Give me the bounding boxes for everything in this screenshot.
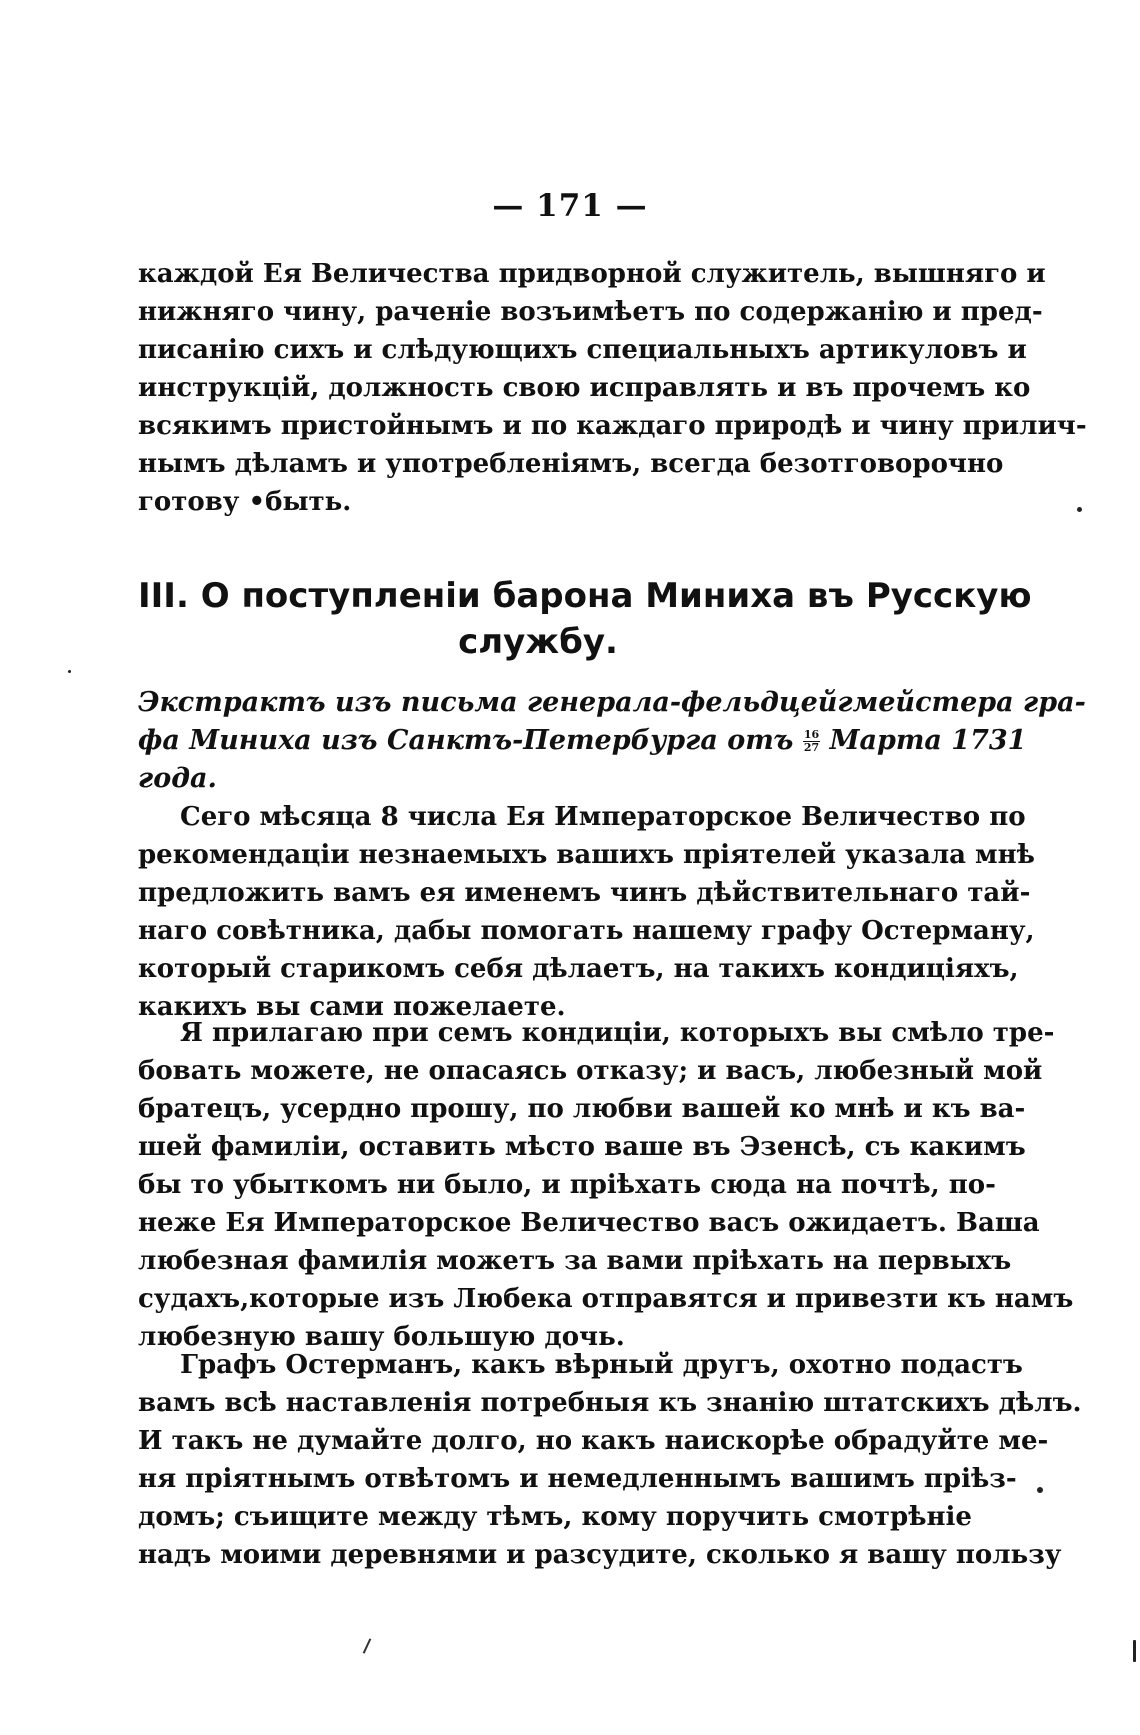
text-line: нымъ дѣламъ и употребленіямъ, всегда безотговорочно <box>138 449 1004 479</box>
paragraph-3 <box>138 1014 1074 1356</box>
section-heading <box>138 573 1032 665</box>
paragraph-4 <box>138 1346 1082 1574</box>
extract-line: Экстрактъ изъ письма генерала-фельдцейгмейстера гра- <box>138 687 1086 718</box>
fraction-numerator: 16 <box>803 728 820 741</box>
text-line: любезная фамилія можетъ за вами пріѣхать на первыхъ <box>138 1246 1012 1276</box>
text-line: шей фамиліи, оставить мѣсто ваше въ Эзенсѣ, съ какимъ <box>138 1132 1026 1162</box>
paragraph-1 <box>138 255 1087 521</box>
section-heading-line: III. О поступленіи барона Миниха въ Русскую <box>138 576 1032 616</box>
text-line: который старикомъ себя дѣлаетъ, на такихъ кондиціяхъ, <box>138 954 1019 984</box>
text-line: вамъ всѣ наставленія потребныя къ знанію штатскихъ дѣлъ. <box>138 1388 1082 1418</box>
section-heading-line: службу. <box>458 622 618 662</box>
text-line: наго совѣтника, дабы помогать нашему графу Остерману, <box>138 916 1035 946</box>
page-number: — 171 — <box>492 188 648 224</box>
extract-line-part: Марта 1731 <box>829 725 1027 756</box>
text-line: какихъ вы сами пожелаете. <box>138 992 566 1022</box>
extract-line <box>138 722 1027 760</box>
date-fraction <box>803 729 820 754</box>
text-line: рекомендаціи незнаемыхъ вашихъ пріятелей указала мнѣ <box>138 840 1035 870</box>
scan-speck <box>1037 1487 1043 1493</box>
paragraph-2 <box>138 798 1035 1026</box>
text-line: писанію сихъ и слѣдующихъ специальныхъ артикуловъ и <box>138 335 1027 365</box>
text-line: неже Ея Императорское Величество васъ ожидаетъ. Ваша <box>138 1208 1040 1238</box>
extract-line-part: фа Миниха изъ Санктъ-Петербурга отъ <box>138 725 794 756</box>
extract-line: года. <box>138 763 217 794</box>
text-line: братецъ, усердно прошу, по любви вашей ко мнѣ и къ ва- <box>138 1094 1026 1124</box>
text-line: всякимъ пристойнымъ и по каждаго природѣ и чину прилич- <box>138 411 1087 441</box>
scan-scratch <box>363 1638 372 1653</box>
text-line: бовать можете, не опасаясь отказу; и васъ, любезный мой <box>138 1056 1043 1086</box>
text-line: судахъ,которые изъ Любека отправятся и привезти къ намъ <box>138 1284 1074 1314</box>
text-line: Сего мѣсяца 8 числа Ея Императорское Величество по <box>180 802 1026 832</box>
text-line: домъ; съищите между тѣмъ, кому поручить смотрѣніе <box>138 1502 972 1532</box>
text-line: каждой Ея Величества придворной служитель, вышняго и <box>138 259 1046 289</box>
text-line: надъ моими деревнями и разсудите, сколько я вашу пользу <box>138 1540 1062 1570</box>
text-line: ня пріятнымъ отвѣтомъ и немедленнымъ вашимъ пріѣз- <box>138 1464 1017 1494</box>
scan-speck <box>1133 1640 1136 1662</box>
text-line: предложить вамъ ея именемъ чинъ дѣйствительнаго тай- <box>138 878 1031 908</box>
fraction-denominator: 27 <box>803 741 820 754</box>
text-line: И такъ не думайте долго, но какъ наискорѣе обрадуйте ме- <box>138 1426 1049 1456</box>
text-line: инструкцій, должность свою исправлять и въ прочемъ ко <box>138 373 1031 403</box>
extract-subtitle <box>138 684 1086 798</box>
scan-speck <box>1077 507 1082 512</box>
text-line: бы то убыткомъ ни было, и пріѣхать сюда на почтѣ, по- <box>138 1170 996 1200</box>
scan-speck <box>68 670 71 673</box>
text-line: готову •быть. <box>138 487 352 517</box>
text-line: Я прилагаю при семъ кондиціи, которыхъ вы смѣло тре- <box>180 1018 1055 1048</box>
text-line: любезную вашу большую дочь. <box>138 1322 625 1352</box>
text-line: Графъ Остерманъ, какъ вѣрный другъ, охотно подастъ <box>180 1350 1023 1380</box>
text-line: нижняго чину, раченіе возъимѣетъ по содержанію и пред- <box>138 297 1043 327</box>
